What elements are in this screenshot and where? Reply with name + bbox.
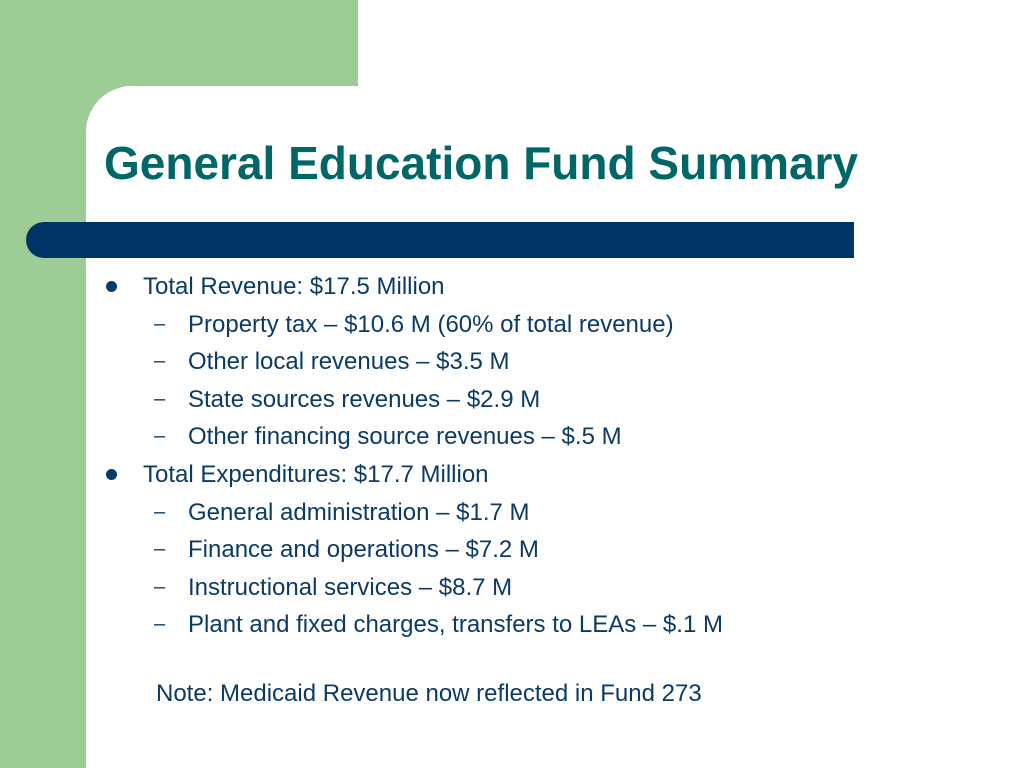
slide-title: General Education Fund Summary — [104, 137, 859, 189]
bullet-total-expenditures — [0, 456, 1024, 494]
dash-icon: – — [154, 538, 166, 561]
subitem-general-administration — [0, 494, 1024, 532]
subitem-plant-and-fixed-charges — [0, 606, 1024, 644]
subitem-other-local-revenues — [0, 343, 1024, 381]
subitem-instructional-services — [0, 569, 1024, 607]
subitem-text: Plant and fixed charges, transfers to LEAs – $.1 M — [188, 611, 723, 639]
dash-icon: – — [154, 387, 166, 410]
subitem-finance-and-operations — [0, 531, 1024, 569]
dash-icon: – — [154, 425, 166, 448]
bullet-total-revenue — [0, 268, 1024, 306]
subitem-other-financing-source — [0, 418, 1024, 456]
subitem-text: Other financing source revenues – $.5 M — [188, 423, 622, 451]
subitem-text: State sources revenues – $2.9 M — [188, 385, 541, 413]
title-accent-bar — [26, 222, 854, 258]
subitem-text: Finance and operations – $7.2 M — [188, 536, 539, 564]
subitem-text: Instructional services – $8.7 M — [188, 573, 513, 601]
bullet-dot-icon — [106, 469, 117, 480]
subitem-state-sources-revenues — [0, 381, 1024, 419]
bullet-text: Total Expenditures: $17.7 Million — [143, 460, 489, 488]
slide-note: Note: Medicaid Revenue now reflected in Fund 273 — [156, 680, 702, 707]
slide-content — [0, 268, 1024, 644]
dash-icon: – — [154, 350, 166, 373]
dash-icon: – — [154, 312, 166, 335]
subitem-property-tax — [0, 306, 1024, 344]
dash-icon: – — [154, 575, 166, 598]
bullet-dot-icon — [106, 281, 117, 292]
subitem-text: Property tax – $10.6 M (60% of total revenue) — [188, 310, 674, 338]
bullet-text: Total Revenue: $17.5 Million — [143, 273, 445, 300]
dash-icon: – — [154, 500, 166, 523]
subitem-text: Other local revenues – $3.5 M — [188, 348, 510, 376]
subitem-text: General administration – $1.7 M — [188, 498, 530, 526]
dash-icon: – — [154, 613, 166, 636]
